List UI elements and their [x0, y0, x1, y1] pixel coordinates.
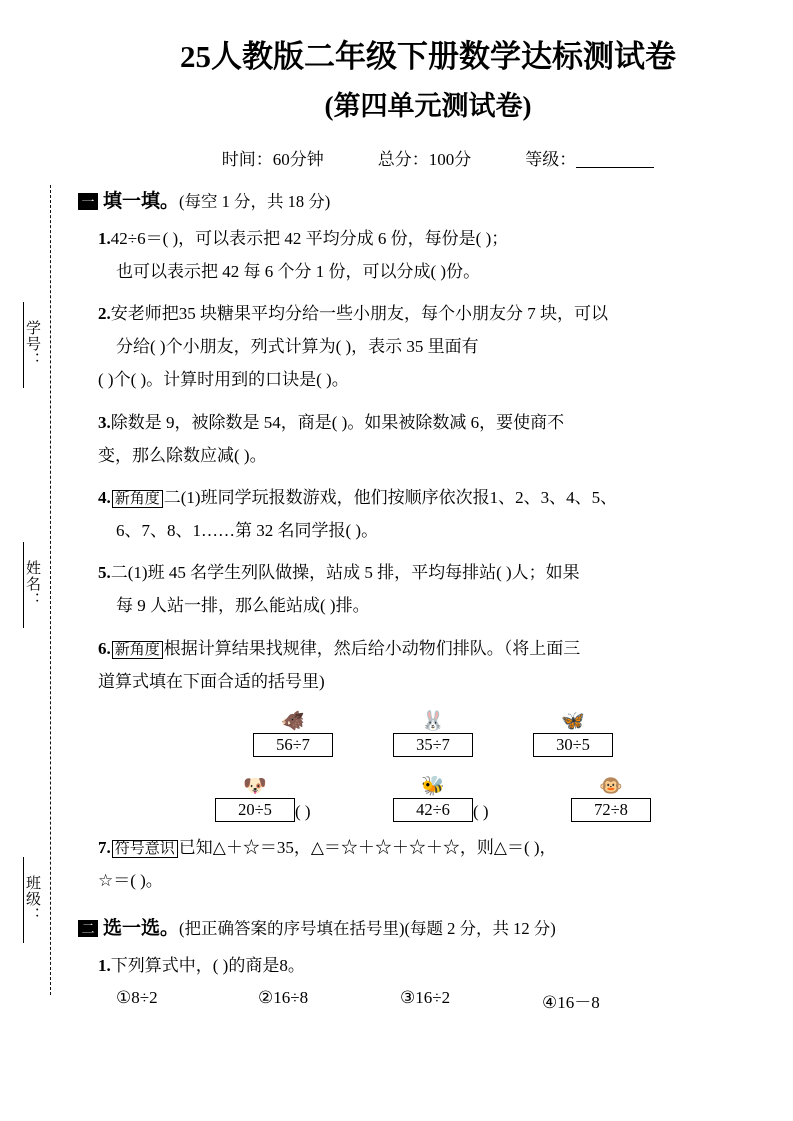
expression-cell [253, 712, 333, 757]
class-label: 班级： [24, 875, 40, 923]
student-no-field[interactable] [14, 300, 40, 388]
dashed-cut-line [50, 185, 51, 995]
expression-cell [571, 777, 651, 822]
butterfly-icon: 🦋 [561, 710, 585, 732]
exam-paper-body [78, 0, 778, 1121]
question-6-line-1: 根据计算结果找规律，然后给小动物们排队。（将上面三 [163, 638, 581, 658]
expression-box: 72÷8 [571, 798, 651, 822]
question-2-line-1: 安老师把35 块糖果平均分给一些小朋友，每个小朋友分 7 块，可以 [110, 304, 608, 324]
boar-icon: 🐗 [281, 710, 305, 732]
expression-cell [393, 777, 473, 822]
question-5 [78, 556, 778, 622]
expression-box-row-1 [78, 712, 778, 757]
question-1-number: 1. [98, 228, 111, 248]
question-4-tag: 新角度 [112, 490, 163, 508]
exam-total-score: 总分：100分 [377, 149, 472, 169]
bee-icon: 🐝 [421, 775, 445, 797]
exam-grade-label: 等级： [525, 149, 577, 169]
question-6-number: 6. [98, 638, 111, 658]
expression-box: 35÷7 [393, 733, 473, 757]
section2-question-1-number: 1. [98, 956, 111, 976]
name-field[interactable] [14, 540, 40, 628]
question-3-line-2: 变，那么除数应减( )。 [98, 445, 267, 465]
expression-cell [215, 777, 295, 822]
expression-box-row-2 [78, 777, 778, 822]
expression-box: 30÷5 [533, 733, 613, 757]
answer-blank[interactable]: ( ) [295, 801, 311, 821]
monkey-icon: 🐵 [599, 775, 623, 797]
expression-box: 20÷5 [215, 798, 295, 822]
page-subtitle: (第四单元测试卷) [324, 90, 532, 121]
question-7-line-2: ☆＝( )。 [98, 871, 163, 891]
section-header-1 [78, 186, 778, 213]
student-no-label: 学号： [24, 320, 40, 368]
question-7-line-1: 已知△＋☆＝35，△＝☆＋☆＋☆＋☆，则△＝( )， [178, 837, 557, 857]
question-5-line-2: 每 9 人站一排，那么能站成( )排。 [116, 596, 370, 616]
question-2-number: 2. [98, 304, 111, 324]
name-label: 姓名： [24, 560, 40, 608]
question-4-number: 4. [98, 487, 111, 507]
section2-question-1 [78, 949, 778, 982]
section-title-2: 选一选。 [103, 918, 180, 940]
dog-icon: 🐶 [243, 775, 267, 797]
question-3 [78, 406, 778, 472]
question-7-number: 7. [98, 837, 111, 857]
question-1 [78, 222, 778, 288]
page-title: 25人教版二年级下册数学达标测试卷 [180, 39, 676, 74]
question-7 [78, 831, 778, 897]
question-2-line-3: ( )个( )。计算时用到的口诀是( )。 [98, 370, 349, 390]
expression-cell [533, 712, 613, 757]
section-title-1: 填一填。 [103, 190, 180, 212]
section-note-2: (把正确答案的序号填在括号里)(每题 2 分，共 12 分) [179, 919, 556, 939]
expression-cell [393, 712, 473, 757]
exam-time: 时间：60分钟 [221, 149, 324, 169]
section-note-1: (每空 1 分，共 18 分) [179, 191, 331, 211]
class-field[interactable] [14, 855, 40, 943]
question-4 [78, 481, 778, 547]
question-4-line-1: 二(1)班同学玩报数游戏，他们按顺序依次报1、2、3、4、5、 [163, 487, 618, 507]
section2-question-1-options [78, 988, 778, 1013]
question-1-line-1: 42÷6＝( )，可以表示把 42 平均分成 6 份，每份是( )； [110, 228, 509, 248]
section-header-2 [78, 913, 778, 940]
exam-meta-row [78, 145, 778, 170]
question-5-number: 5. [98, 563, 111, 583]
expression-answer-group [215, 777, 369, 822]
expression-answer-group [571, 777, 651, 822]
expression-box: 42÷6 [393, 798, 473, 822]
question-5-line-1: 二(1)班 45 名学生列队做操，站成 5 排，平均每排站( )人；如果 [110, 563, 580, 583]
exam-grade-blank[interactable] [576, 167, 654, 168]
option-d[interactable]: ④16－8 [542, 993, 600, 1013]
option-a[interactable]: ①8÷2 [116, 988, 158, 1008]
question-4-line-2: 6、7、8、1……第 32 名同学报( )。 [116, 521, 379, 541]
section2-question-1-line-1: 下列算式中，( )的商是8。 [110, 956, 305, 976]
question-2 [78, 297, 778, 396]
section-number-1: 一 [78, 193, 98, 210]
section-number-2: 二 [78, 920, 98, 937]
expression-box: 56÷7 [253, 733, 333, 757]
question-2-line-2: 分给( )个小朋友，列式计算为( )，表示 35 里面有 [116, 337, 479, 357]
option-b[interactable]: ②16÷8 [258, 988, 309, 1008]
answer-blank[interactable]: ( ) [473, 801, 489, 821]
question-6-tag: 新角度 [112, 641, 163, 659]
expression-answer-group [393, 777, 547, 822]
rabbit-icon: 🐰 [421, 710, 445, 732]
left-margin-strip [0, 0, 78, 1121]
question-6-line-2: 道算式填在下面合适的括号里) [98, 671, 325, 691]
question-3-line-1: 除数是 9，被除数是 54，商是( )。如果被除数减 6，要使商不 [110, 412, 565, 432]
question-6 [78, 632, 778, 698]
question-3-number: 3. [98, 412, 111, 432]
exam-grade [525, 145, 654, 170]
question-7-tag: 符号意识 [112, 840, 178, 858]
question-1-line-2: 也可以表示把 42 每 6 个分 1 份，可以分成( )份。 [116, 261, 481, 281]
option-c[interactable]: ③16÷2 [400, 988, 451, 1008]
